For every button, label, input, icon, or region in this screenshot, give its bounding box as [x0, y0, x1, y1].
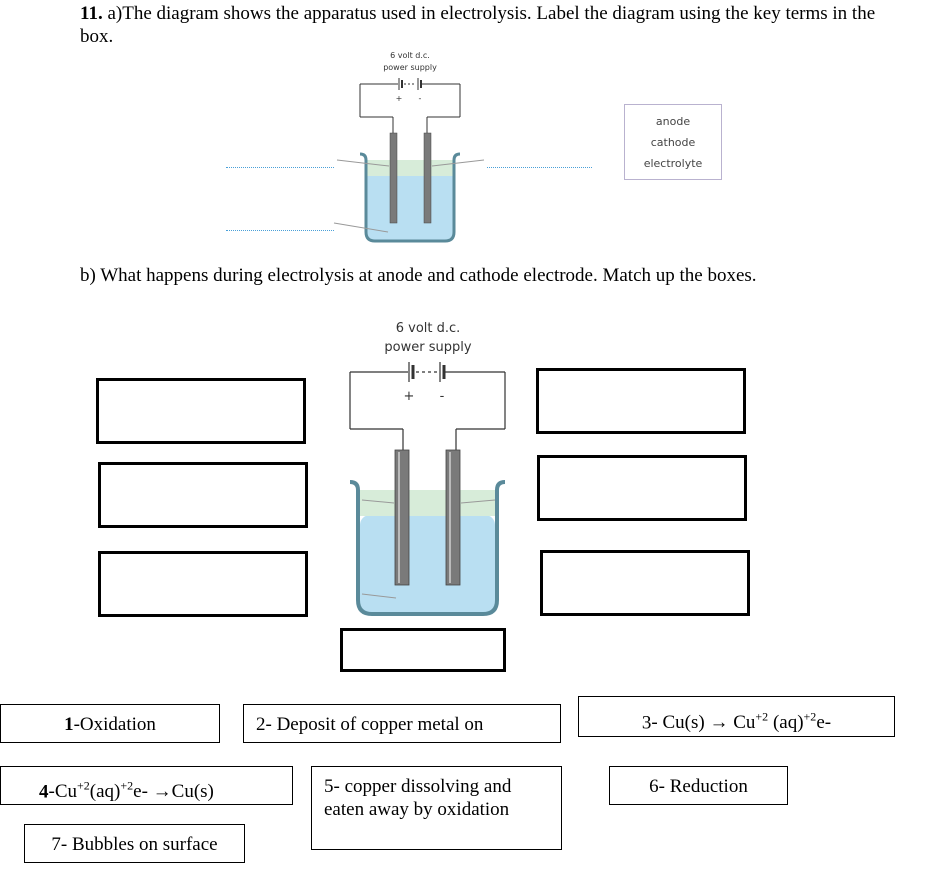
option-7[interactable]	[24, 824, 245, 863]
option-3-number: 3	[641, 712, 652, 734]
label-blank-left[interactable]	[226, 167, 334, 168]
option-7-text: - Bubbles on surface	[60, 834, 218, 855]
small-battery-icon	[360, 78, 460, 135]
option-6-label	[610, 775, 787, 798]
answer-box-left-2[interactable]	[98, 462, 308, 528]
label-blank-right[interactable]	[487, 167, 592, 168]
option-6-text: - Reduction	[658, 776, 748, 797]
small-supply-label-2: power supply	[383, 63, 437, 72]
question-a-text	[80, 2, 910, 48]
option-2-text: - Deposit of copper metal on	[265, 714, 484, 735]
large-battery-icon	[350, 362, 505, 452]
option-1[interactable]	[0, 704, 220, 743]
label-blank-bottom[interactable]	[226, 230, 334, 231]
key-term-cathode[interactable]: cathode	[650, 136, 696, 149]
question-number: 11.	[80, 3, 103, 24]
key-term-anode[interactable]: anode	[655, 115, 691, 128]
option-5-label-line1	[324, 775, 561, 798]
option-2[interactable]	[243, 704, 561, 743]
answer-box-right-3[interactable]	[540, 550, 750, 616]
option-5-text-line2: eaten away by oxidation	[324, 799, 510, 820]
option-1-number: 1	[64, 714, 74, 735]
answer-box-left-3[interactable]	[98, 551, 308, 617]
large-plus-sign: +	[403, 389, 415, 404]
large-beaker	[350, 450, 505, 614]
option-1-label	[1, 713, 219, 736]
option-4[interactable]	[0, 766, 293, 805]
key-terms-box	[624, 104, 722, 180]
small-plus-sign: +	[395, 94, 403, 103]
key-term-electrolyte[interactable]: electrolyte	[643, 157, 703, 170]
option-4-text: $-Cu^{+2}(aq)^{+2}e- \to Cu(s)$	[48, 779, 214, 803]
option-1-text: -Oxidation	[73, 714, 156, 735]
option-5-number: 5	[324, 776, 334, 797]
option-5-text: - copper dissolving and	[333, 776, 512, 797]
answer-box-left-1[interactable]	[96, 378, 306, 444]
option-6-number: 6	[649, 776, 659, 797]
option-3[interactable]	[578, 696, 895, 737]
small-supply-label-1: 6 volt d.c.	[390, 51, 430, 60]
question-b-text: b) What happens during electrolysis at anode and cathode electrode. Match up the boxes.	[80, 265, 757, 286]
small-beaker	[360, 133, 460, 241]
option-3-text: - $Cu(s) \to Cu^{+2}$ (aq)$^{+2}$e-	[651, 710, 832, 734]
option-7-number: 7	[51, 834, 61, 855]
option-6[interactable]	[609, 766, 788, 805]
answer-box-right-1[interactable]	[536, 368, 746, 434]
option-7-label	[25, 833, 244, 856]
option-4-label	[39, 775, 292, 803]
large-minus-sign: -	[439, 389, 445, 404]
large-supply-label-2: power supply	[384, 340, 472, 355]
option-5[interactable]	[311, 766, 562, 850]
question-a-body: a)The diagram shows the apparatus used in electrolysis. Label the diagram using the key terms in the box.	[80, 3, 876, 47]
answer-box-bottom[interactable]	[340, 628, 506, 672]
answer-box-right-2[interactable]	[537, 455, 747, 521]
option-2-label	[256, 713, 560, 736]
large-supply-label-1: 6 volt d.c.	[395, 321, 461, 336]
option-3-label	[579, 706, 894, 734]
small-minus-sign: -	[418, 94, 422, 103]
option-4-number: 4	[39, 781, 49, 803]
option-2-number: 2	[256, 714, 266, 735]
